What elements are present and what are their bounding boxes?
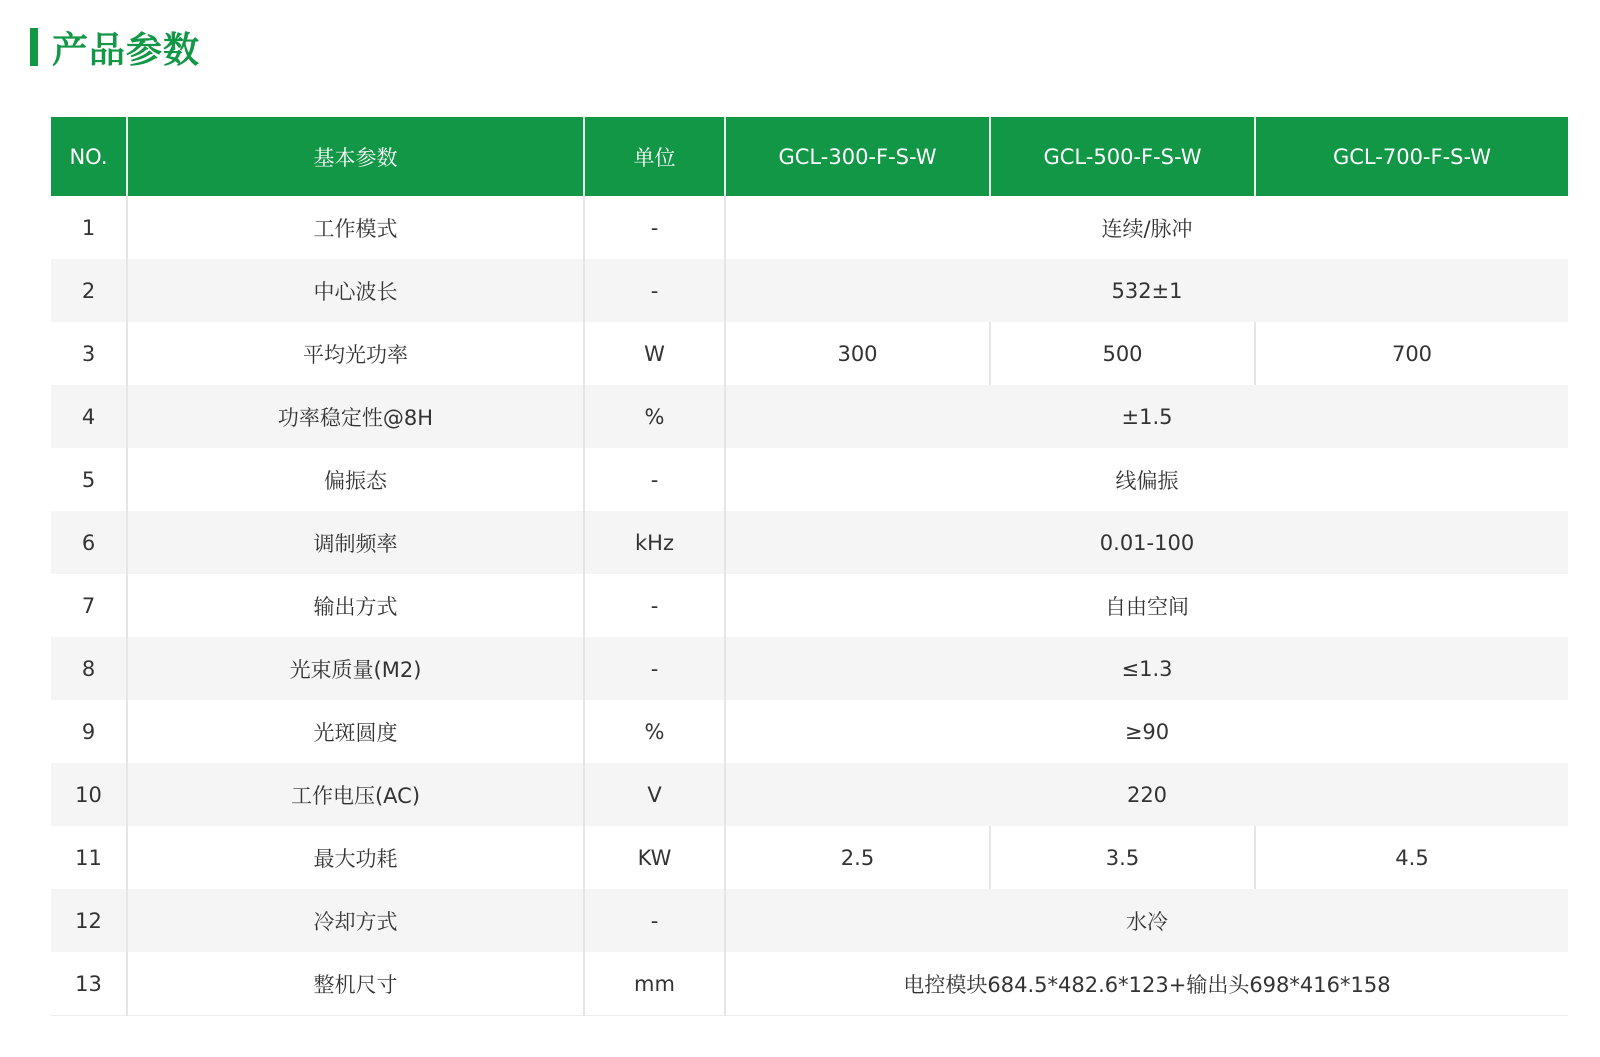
header-param: 基本参数	[127, 117, 584, 196]
unit-cell: W	[584, 322, 725, 385]
value-cell-all-models: 0.01-100	[725, 511, 1568, 574]
value-cell-all-models: 220	[725, 763, 1568, 826]
param-name-cell: 中心波长	[127, 259, 584, 322]
spec-table	[51, 117, 1568, 1016]
unit-cell: kHz	[584, 511, 725, 574]
value-cell-model-2: 500	[990, 322, 1255, 385]
table-header-row	[51, 117, 1568, 196]
value-cell-all-models: ±1.5	[725, 385, 1568, 448]
row-number-cell: 4	[51, 385, 127, 448]
table-row	[51, 322, 1568, 385]
value-cell-all-models: 线偏振	[725, 448, 1568, 511]
row-number-cell: 1	[81, 215, 96, 240]
value-cell-all-models: ≤1.3	[725, 637, 1568, 700]
param-name-cell: 最大功耗	[127, 826, 584, 889]
table-row	[51, 574, 1568, 637]
table-row	[51, 952, 1568, 1016]
table-row	[51, 259, 1568, 322]
unit-cell: -	[584, 196, 725, 259]
value-cell-model-1: 2.5	[725, 826, 990, 889]
unit-cell: KW	[584, 826, 725, 889]
unit-cell: V	[584, 763, 725, 826]
value-cell-all-models: 水冷	[725, 889, 1568, 952]
value-cell-model-2: 3.5	[990, 826, 1255, 889]
param-name-cell: 光束质量(M2)	[127, 637, 584, 700]
header-model-700: GCL-700-F-S-W	[1255, 117, 1568, 196]
value-cell-model-1: 300	[725, 322, 990, 385]
param-name-cell: 输出方式	[127, 574, 584, 637]
table-row	[51, 448, 1568, 511]
row-number-cell: 11	[75, 845, 102, 870]
value-cell-model-3: 4.5	[1255, 826, 1568, 889]
param-name-cell: 工作模式	[127, 196, 584, 259]
row-number-cell: 9	[81, 719, 96, 744]
unit-cell: -	[584, 448, 725, 511]
table-row	[51, 385, 1568, 448]
row-number-cell: 2	[51, 259, 127, 322]
value-cell-all-models: 电控模块684.5*482.6*123+输出头698*416*158	[725, 952, 1568, 1016]
table-body	[51, 196, 1568, 1016]
unit-cell: -	[584, 259, 725, 322]
param-name-cell: 功率稳定性@8H	[127, 385, 584, 448]
value-cell-model-3: 700	[1255, 322, 1568, 385]
row-number-cell: 6	[51, 511, 127, 574]
table-row	[51, 889, 1568, 952]
unit-cell: -	[584, 889, 725, 952]
row-number-cell: 7	[81, 593, 96, 618]
unit-cell: -	[584, 574, 725, 637]
table-row	[51, 511, 1568, 574]
row-number-cell: 10	[51, 763, 127, 826]
value-cell-all-models: 532±1	[725, 259, 1568, 322]
section-title	[30, 24, 200, 70]
table-row	[51, 826, 1568, 889]
value-cell-all-models: 自由空间	[725, 574, 1568, 637]
param-name-cell: 平均光功率	[127, 322, 584, 385]
row-number-cell: 5	[81, 467, 96, 492]
param-name-cell: 偏振态	[127, 448, 584, 511]
param-name-cell: 调制频率	[127, 511, 584, 574]
param-name-cell: 整机尺寸	[127, 952, 584, 1016]
param-name-cell: 光斑圆度	[127, 700, 584, 763]
page-title: 产品参数	[52, 29, 201, 71]
table-row	[51, 763, 1568, 826]
unit-cell: -	[584, 637, 725, 700]
title-accent-bar	[30, 28, 38, 66]
header-unit: 单位	[584, 117, 725, 196]
row-number-cell: 8	[51, 637, 127, 700]
table-row	[51, 700, 1568, 763]
unit-cell: %	[584, 385, 725, 448]
row-number-cell: 13	[51, 952, 127, 1016]
param-name-cell: 工作电压(AC)	[127, 763, 584, 826]
unit-cell: %	[584, 700, 725, 763]
param-name-cell: 冷却方式	[127, 889, 584, 952]
table-row	[51, 637, 1568, 700]
row-number-cell: 12	[51, 889, 127, 952]
header-model-300: GCL-300-F-S-W	[725, 117, 990, 196]
unit-cell: mm	[584, 952, 725, 1016]
row-number-cell: 3	[81, 341, 96, 366]
header-model-500: GCL-500-F-S-W	[990, 117, 1255, 196]
table-row	[51, 196, 1568, 259]
value-cell-all-models: ≥90	[725, 700, 1568, 763]
header-no: NO.	[51, 117, 127, 196]
value-cell-all-models: 连续/脉冲	[725, 196, 1568, 259]
